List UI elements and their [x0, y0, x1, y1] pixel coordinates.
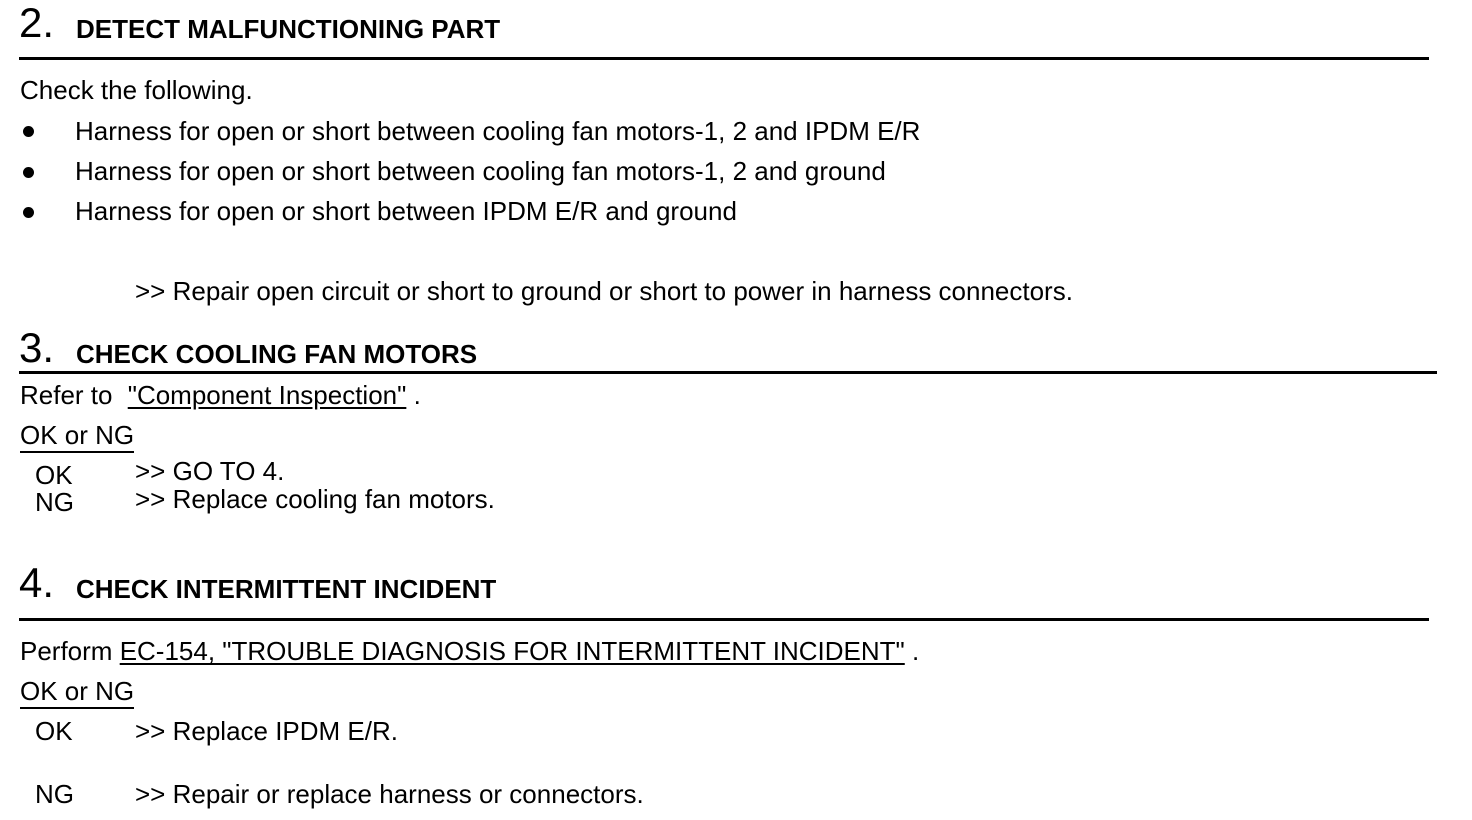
step-2-intro: Check the following. [20, 75, 253, 105]
step-3-ok-text: >> GO TO 4. [135, 456, 285, 486]
component-inspection-link[interactable]: "Component Inspection" [127, 380, 407, 410]
step-4-number: 4. [19, 559, 55, 606]
step-2-bullet-3: Harness for open or short between IPDM E/R and ground [75, 196, 737, 226]
perform-suffix: . [904, 636, 920, 666]
ec-154-link[interactable]: EC-154, "TROUBLE DIAGNOSIS FOR INTERMITTENT INCIDENT" [119, 636, 905, 666]
refer-prefix: Refer to [20, 380, 120, 410]
step-2-title: DETECT MALFUNCTIONING PART [76, 14, 501, 44]
bullet-icon [23, 167, 34, 178]
okng-label: OK or NG [20, 420, 134, 453]
okng-label: OK or NG [20, 676, 134, 709]
step-4-perform [20, 636, 919, 666]
step-3-ng-text: >> Replace cooling fan motors. [135, 484, 495, 514]
step-3-okng-heading [20, 420, 134, 450]
step-3-title: CHECK COOLING FAN MOTORS [76, 339, 478, 369]
perform-prefix: Perform [20, 636, 120, 666]
step-3-ng-label: NG [35, 487, 74, 517]
step-4-title: CHECK INTERMITTENT INCIDENT [76, 574, 497, 604]
step-3-ok-label: OK [35, 460, 73, 490]
step-2-bullet-1: Harness for open or short between cooling fan motors-1, 2 and IPDM E/R [75, 116, 921, 146]
step-4-ng-text: >> Repair or replace harness or connectors. [135, 779, 644, 809]
step-4-divider [19, 618, 1429, 621]
refer-suffix: . [406, 380, 421, 410]
step-2-bullet-2: Harness for open or short between cooling fan motors-1, 2 and ground [75, 156, 886, 186]
bullet-icon [23, 207, 34, 218]
step-4-ok-text: >> Replace IPDM E/R. [135, 716, 398, 746]
step-2-divider [19, 57, 1429, 60]
step-3-refer [20, 380, 421, 410]
step-2-number: 2. [19, 0, 55, 46]
step-3-number: 3. [19, 324, 55, 371]
bullet-icon [23, 126, 34, 137]
step-4-okng-heading [20, 676, 134, 706]
step-4-ok-label: OK [35, 716, 73, 746]
step-4-ng-label: NG [35, 779, 74, 809]
step-2-result: >> Repair open circuit or short to ground or short to power in harness connectors. [135, 276, 1073, 306]
step-3-divider [19, 371, 1437, 374]
